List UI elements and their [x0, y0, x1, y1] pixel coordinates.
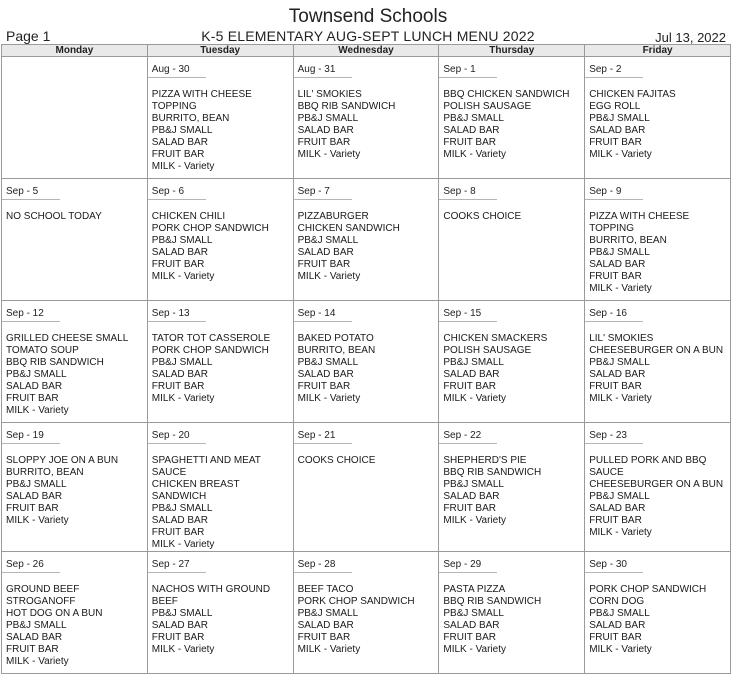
menu-item: SALAD BAR	[589, 369, 646, 380]
menu-item: BBQ RIB SANDWICH	[443, 467, 542, 478]
menu-item: SALAD BAR	[589, 259, 646, 270]
day-cell-friday	[585, 57, 731, 179]
menu-item: SPAGHETTI AND MEAT SAUCE	[151, 455, 261, 478]
day-date: Sep - 28	[294, 559, 352, 573]
day-cell-thursday	[439, 179, 585, 301]
menu-item: CHICKEN FAJITAS	[589, 89, 676, 100]
menu-item: MILK - Variety	[589, 149, 652, 160]
day-date: Aug - 30	[148, 64, 206, 78]
menu-item-list	[294, 455, 439, 467]
day-date: Sep - 26	[2, 559, 60, 573]
day-cell-thursday	[439, 301, 585, 423]
day-cell-wednesday	[293, 552, 439, 674]
menu-item: PB&J SMALL	[589, 608, 650, 619]
menu-item-list	[2, 584, 147, 668]
menu-item: MILK - Variety	[443, 149, 506, 160]
day-cell-friday	[585, 179, 731, 301]
menu-item: SALAD BAR	[443, 125, 500, 136]
weekday-header-wednesday: Wednesday	[293, 45, 439, 57]
menu-item-list	[148, 333, 293, 405]
menu-calendar	[1, 44, 731, 674]
menu-item: CHICKEN BREAST SANDWICH	[151, 479, 240, 502]
menu-item: MILK - Variety	[151, 393, 215, 404]
menu-item: BBQ CHICKEN SANDWICH	[443, 89, 570, 100]
calendar-week-row	[2, 301, 731, 423]
day-date: Sep - 22	[439, 430, 497, 444]
menu-item: FRUIT BAR	[6, 644, 59, 655]
menu-item: FRUIT BAR	[151, 381, 205, 392]
menu-item: PB&J SMALL	[297, 113, 359, 124]
menu-item-list	[439, 584, 584, 656]
day-date: Sep - 20	[148, 430, 206, 444]
menu-item: MILK - Variety	[151, 539, 215, 550]
menu-item: BBQ RIB SANDWICH	[297, 101, 396, 112]
day-cell-wednesday	[293, 301, 439, 423]
menu-item: FRUIT BAR	[297, 381, 351, 392]
day-cell-thursday	[439, 552, 585, 674]
menu-item: PORK CHOP SANDWICH	[297, 596, 415, 607]
menu-item: MILK - Variety	[589, 527, 652, 538]
menu-item: PB&J SMALL	[589, 247, 650, 258]
day-cell-monday	[2, 552, 148, 674]
menu-item: SALAD BAR	[6, 632, 63, 643]
school-name: Townsend Schools	[288, 6, 448, 27]
menu-item: MILK - Variety	[297, 393, 361, 404]
menu-title: K-5 ELEMENTARY AUG-SEPT LUNCH MENU 2022	[201, 28, 535, 44]
menu-item: PASTA PIZZA	[443, 584, 506, 595]
menu-item: GRILLED CHEESE SMALL	[6, 333, 129, 344]
menu-item: FRUIT BAR	[297, 137, 351, 148]
menu-item: SHEPHERD'S PIE	[443, 455, 527, 466]
menu-item: PB&J SMALL	[589, 113, 650, 124]
menu-item: MILK - Variety	[589, 283, 652, 294]
day-cell-wednesday	[293, 57, 439, 179]
menu-item: PORK CHOP SANDWICH	[151, 223, 269, 234]
menu-item: MILK - Variety	[6, 656, 69, 667]
day-cell-tuesday	[147, 179, 293, 301]
menu-item: MILK - Variety	[6, 515, 69, 526]
menu-item: FRUIT BAR	[443, 381, 496, 392]
menu-item: SALAD BAR	[297, 620, 354, 631]
menu-item: SALAD BAR	[443, 620, 500, 631]
day-date: Sep - 12	[2, 308, 60, 322]
menu-item: PB&J SMALL	[151, 357, 213, 368]
menu-item: CHEESEBURGER ON A BUN	[589, 345, 724, 356]
menu-item: PB&J SMALL	[297, 235, 359, 246]
menu-item-list	[439, 333, 584, 405]
menu-item-list	[2, 333, 147, 417]
menu-item: PB&J SMALL	[443, 113, 504, 124]
day-date: Sep - 2	[585, 64, 643, 78]
day-cell-monday	[2, 179, 148, 301]
menu-item: BAKED POTATO	[297, 333, 374, 344]
menu-item: LIL' SMOKIES	[297, 89, 362, 100]
menu-item: SALAD BAR	[151, 369, 208, 380]
day-cell-friday	[585, 552, 731, 674]
menu-item: PB&J SMALL	[151, 235, 213, 246]
menu-item: PB&J SMALL	[589, 357, 650, 368]
weekday-header-row	[2, 45, 731, 57]
menu-item: BURRITO, BEAN	[151, 113, 230, 124]
menu-item: FRUIT BAR	[589, 632, 642, 643]
calendar-week-row	[2, 423, 731, 552]
menu-item-list	[585, 333, 730, 405]
subtitle-row	[0, 28, 736, 44]
menu-item: POLISH SAUSAGE	[443, 345, 532, 356]
menu-item: SALAD BAR	[297, 247, 354, 258]
day-cell-tuesday	[147, 301, 293, 423]
day-date: Aug - 31	[294, 64, 352, 78]
day-cell-thursday	[439, 57, 585, 179]
menu-item: FRUIT BAR	[589, 515, 642, 526]
menu-item: MILK - Variety	[297, 644, 361, 655]
weekday-header-thursday: Thursday	[439, 45, 585, 57]
weekday-header-tuesday: Tuesday	[147, 45, 293, 57]
menu-item: MILK - Variety	[443, 515, 506, 526]
day-cell-monday	[2, 301, 148, 423]
day-date: Sep - 1	[439, 64, 497, 78]
menu-item: MILK - Variety	[6, 405, 69, 416]
menu-item-list	[585, 89, 730, 161]
day-cell-friday	[585, 301, 731, 423]
calendar-week-row	[2, 552, 731, 674]
day-cell-thursday	[439, 423, 585, 552]
menu-item: FRUIT BAR	[151, 149, 205, 160]
menu-item: BURRITO, BEAN	[589, 235, 667, 246]
menu-item: POLISH SAUSAGE	[443, 101, 532, 112]
menu-item: BBQ RIB SANDWICH	[443, 596, 542, 607]
menu-item: FRUIT BAR	[443, 632, 496, 643]
menu-item: PB&J SMALL	[151, 503, 213, 514]
menu-item-list	[294, 211, 439, 283]
weekday-header-monday: Monday	[2, 45, 148, 57]
menu-item-list	[294, 89, 439, 161]
menu-item: FRUIT BAR	[6, 393, 59, 404]
day-date: Sep - 7	[294, 186, 352, 200]
menu-item: FRUIT BAR	[151, 527, 205, 538]
menu-item: SALAD BAR	[443, 491, 500, 502]
menu-item: COOKS CHOICE	[297, 455, 376, 466]
day-date: Sep - 30	[585, 559, 643, 573]
day-date: Sep - 13	[148, 308, 206, 322]
menu-item: PORK CHOP SANDWICH	[151, 345, 269, 356]
menu-item: FRUIT BAR	[151, 632, 205, 643]
menu-item: PB&J SMALL	[443, 608, 504, 619]
menu-item: PB&J SMALL	[297, 608, 359, 619]
menu-item: PB&J SMALL	[6, 620, 67, 631]
menu-item: FRUIT BAR	[297, 259, 351, 270]
menu-item: BURRITO, BEAN	[6, 467, 84, 478]
menu-item: SALAD BAR	[6, 381, 63, 392]
day-date: Sep - 9	[585, 186, 643, 200]
day-date: Sep - 23	[585, 430, 643, 444]
menu-item: MILK - Variety	[151, 644, 215, 655]
menu-item: SALAD BAR	[151, 137, 208, 148]
menu-item: CHEESEBURGER ON A BUN	[589, 479, 724, 490]
calendar-week-row	[2, 179, 731, 301]
menu-item-list	[294, 333, 439, 405]
menu-item-list	[148, 89, 293, 173]
menu-item-list	[585, 455, 730, 539]
menu-item: BEEF TACO	[297, 584, 354, 595]
day-date: Sep - 21	[294, 430, 352, 444]
menu-item: MILK - Variety	[297, 149, 361, 160]
menu-item: PB&J SMALL	[151, 125, 213, 136]
menu-item: PB&J SMALL	[443, 479, 504, 490]
menu-item: CORN DOG	[589, 596, 645, 607]
calendar-body	[2, 57, 731, 674]
menu-item: FRUIT BAR	[443, 503, 496, 514]
day-cell-tuesday	[147, 552, 293, 674]
day-date: Sep - 29	[439, 559, 497, 573]
menu-item-list	[2, 211, 147, 223]
day-cell-wednesday	[293, 423, 439, 552]
menu-item-list	[148, 584, 293, 656]
day-cell-wednesday	[293, 179, 439, 301]
menu-item: CHICKEN CHILI	[151, 211, 226, 222]
day-date: Sep - 5	[2, 186, 60, 200]
menu-item: PB&J SMALL	[589, 491, 650, 502]
menu-item-list	[439, 89, 584, 161]
menu-item: MILK - Variety	[151, 161, 215, 172]
menu-item: SLOPPY JOE ON A BUN	[6, 455, 119, 466]
empty-day-cell	[2, 57, 148, 179]
menu-item: NACHOS WITH GROUND BEEF	[151, 584, 271, 607]
menu-item-list	[585, 211, 730, 295]
menu-item-list	[2, 455, 147, 527]
menu-item: FRUIT BAR	[443, 137, 496, 148]
menu-item: MILK - Variety	[589, 393, 652, 404]
menu-item: BURRITO, BEAN	[297, 345, 376, 356]
menu-item-list	[439, 211, 584, 223]
menu-item: FRUIT BAR	[589, 137, 642, 148]
menu-item: SALAD BAR	[6, 491, 63, 502]
menu-item: PIZZA WITH CHEESE TOPPING	[589, 211, 690, 234]
menu-item: SALAD BAR	[151, 620, 208, 631]
calendar-week-row	[2, 57, 731, 179]
menu-item: PB&J SMALL	[151, 608, 213, 619]
menu-item: FRUIT BAR	[6, 503, 59, 514]
menu-item: SALAD BAR	[589, 503, 646, 514]
day-cell-tuesday	[147, 57, 293, 179]
menu-item-list	[585, 584, 730, 656]
menu-item: PORK CHOP SANDWICH	[589, 584, 707, 595]
menu-item: SALAD BAR	[297, 125, 354, 136]
menu-item: SALAD BAR	[151, 247, 208, 258]
menu-item: BBQ RIB SANDWICH	[6, 357, 104, 368]
menu-item: SALAD BAR	[589, 125, 646, 136]
menu-item: NO SCHOOL TODAY	[6, 211, 102, 222]
menu-item: PIZZA WITH CHEESE TOPPING	[151, 89, 252, 112]
menu-item: HOT DOG ON A BUN	[6, 608, 103, 619]
menu-item: SALAD BAR	[297, 369, 354, 380]
menu-item: FRUIT BAR	[297, 632, 351, 643]
menu-item: SALAD BAR	[589, 620, 646, 631]
menu-item: CHICKEN SMACKERS	[443, 333, 548, 344]
menu-item: MILK - Variety	[589, 644, 652, 655]
menu-item: PULLED PORK AND BBQ SAUCE	[589, 455, 707, 478]
menu-item: SALAD BAR	[443, 369, 500, 380]
menu-item: EGG ROLL	[589, 101, 641, 112]
menu-item: TOMATO SOUP	[6, 345, 79, 356]
print-date: Jul 13, 2022	[655, 30, 726, 45]
menu-item-list	[294, 584, 439, 656]
menu-item: CHICKEN SANDWICH	[297, 223, 400, 234]
day-cell-monday	[2, 423, 148, 552]
menu-item: COOKS CHOICE	[443, 211, 522, 222]
menu-item: MILK - Variety	[443, 644, 506, 655]
page-number: Page 1	[6, 28, 51, 44]
weekday-header-friday: Friday	[585, 45, 731, 57]
day-date: Sep - 16	[585, 308, 643, 322]
menu-item: PB&J SMALL	[6, 479, 67, 490]
menu-item: MILK - Variety	[443, 393, 506, 404]
menu-item: PB&J SMALL	[6, 369, 67, 380]
menu-item: FRUIT BAR	[589, 271, 642, 282]
menu-item: PIZZABURGER	[297, 211, 369, 222]
menu-item-list	[148, 211, 293, 283]
menu-item: FRUIT BAR	[589, 381, 642, 392]
day-cell-tuesday	[147, 423, 293, 552]
day-date: Sep - 14	[294, 308, 352, 322]
menu-item: FRUIT BAR	[151, 259, 205, 270]
menu-item-list	[148, 455, 293, 551]
menu-item: PB&J SMALL	[443, 357, 504, 368]
day-date: Sep - 6	[148, 186, 206, 200]
menu-item: GROUND BEEF STROGANOFF	[6, 584, 80, 607]
menu-item: MILK - Variety	[297, 271, 361, 282]
day-date: Sep - 27	[148, 559, 206, 573]
menu-item: MILK - Variety	[151, 271, 215, 282]
menu-item: TATOR TOT CASSEROLE	[151, 333, 271, 344]
day-date: Sep - 19	[2, 430, 60, 444]
day-date: Sep - 8	[439, 186, 497, 200]
day-date: Sep - 15	[439, 308, 497, 322]
menu-item: LIL' SMOKIES	[589, 333, 654, 344]
menu-item: SALAD BAR	[151, 515, 208, 526]
day-cell-friday	[585, 423, 731, 552]
menu-item: PB&J SMALL	[297, 357, 359, 368]
menu-item-list	[439, 455, 584, 527]
